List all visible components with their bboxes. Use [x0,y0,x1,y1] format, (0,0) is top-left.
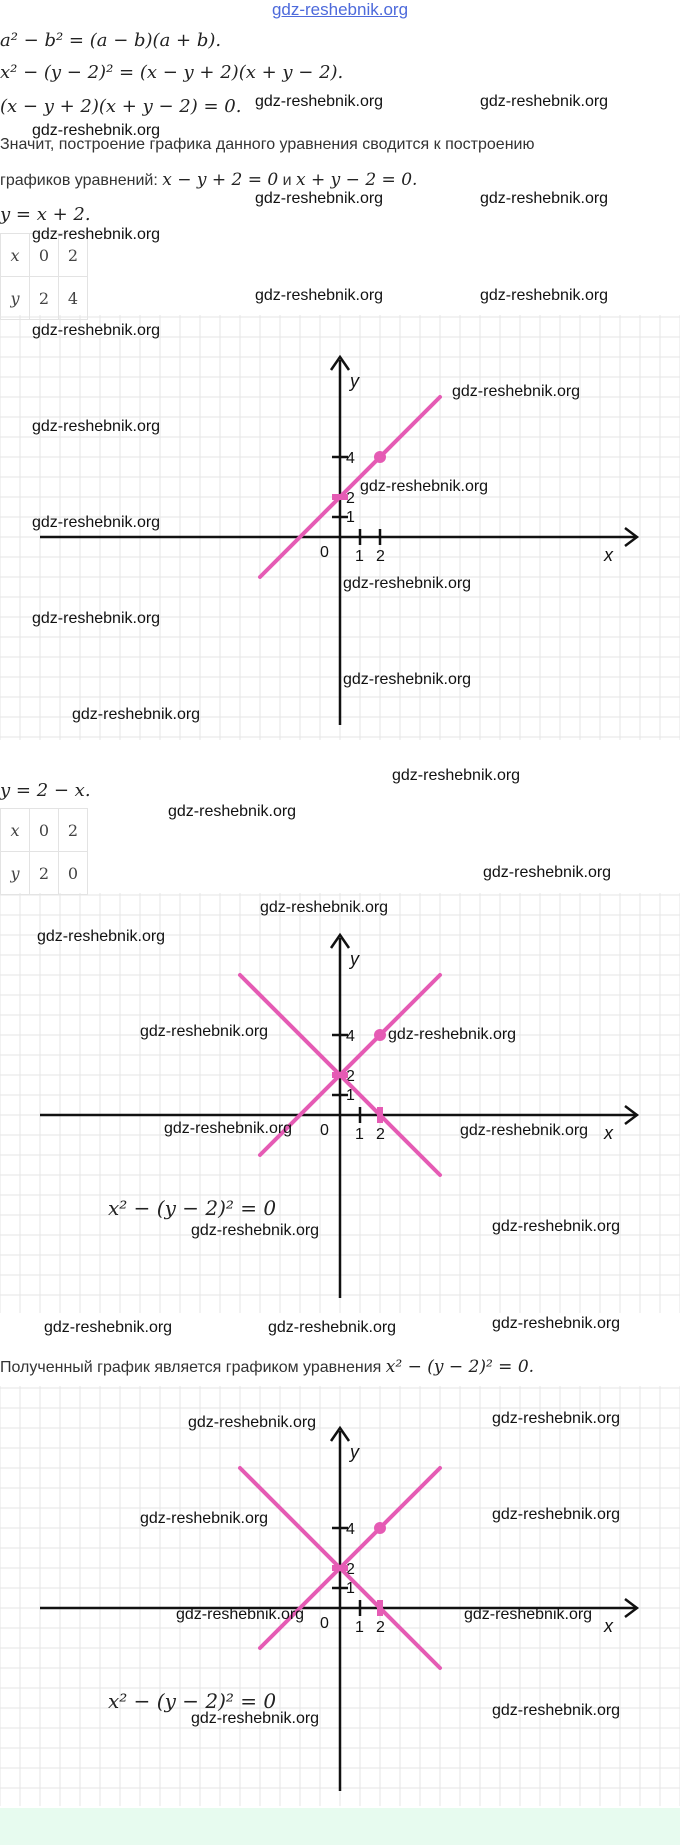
site-link[interactable]: gdz-reshebnik.org [271,0,409,19]
watermark: gdz-reshebnik.org [32,418,161,435]
watermark: gdz-reshebnik.org [388,1026,517,1043]
paragraph-prefix: графиков уравнений: [0,172,163,189]
y-axis-label: y [350,1442,359,1462]
watermark: gdz-reshebnik.org [32,514,161,531]
watermark: gdz-reshebnik.org [492,1702,621,1719]
paragraph-line-2 [0,170,417,190]
paragraph-line-1: Значит, построение графика данного уравнения сводится к построению [0,136,535,153]
conclusion-equation: x² − (y − 2)² = 0. [385,1357,535,1377]
y-tick-label: 2 [346,1561,355,1578]
table-cell: y [1,277,30,320]
graph-equation-label: x² − (y − 2)² = 0 [108,1689,277,1713]
y-tick-label: 1 [346,1087,355,1104]
graph-equation-label: x² − (y − 2)² = 0 [108,1196,277,1220]
watermark: gdz-reshebnik.org [360,478,489,495]
origin-label: 0 [320,544,329,561]
watermark: gdz-reshebnik.org [480,93,609,110]
conjunction: и [278,172,297,189]
table-cell: 0 [30,234,59,277]
x-axis-label: x [604,1616,613,1636]
conclusion-text [0,1357,534,1377]
axes [40,357,637,725]
axes [40,935,637,1298]
x-tick-label: 2 [376,1126,385,1143]
watermark: gdz-reshebnik.org [32,610,161,627]
x-tick-label: 2 [376,548,385,565]
values-table-2 [0,808,88,895]
y-tick-label: 2 [346,490,355,507]
watermark: gdz-reshebnik.org [492,1218,621,1235]
watermark: gdz-reshebnik.org [255,190,384,207]
watermark: gdz-reshebnik.org [32,226,161,243]
watermark: gdz-reshebnik.org [32,122,161,139]
x-axis-label: x [604,545,613,565]
formula-difference-of-squares: a² − b² = (a − b)(a + b). [0,30,222,51]
graph-final [0,1386,680,1806]
footer-band [0,1808,680,1845]
conclusion-prefix: Полученный график является графиком уравнения [0,1359,386,1376]
y-axis-label: y [350,949,359,969]
y-tick-label: 1 [346,1580,355,1597]
y-tick-label: 4 [346,450,355,467]
line2-equation: y = 2 − x. [0,780,91,801]
watermark: gdz-reshebnik.org [452,383,581,400]
table-cell: y [1,852,30,895]
watermark: gdz-reshebnik.org [480,190,609,207]
watermark: gdz-reshebnik.org [164,1120,293,1137]
table-cell: 2 [59,234,88,277]
watermark: gdz-reshebnik.org [480,287,609,304]
table-cell: x [1,234,30,277]
watermark: gdz-reshebnik.org [492,1410,621,1427]
watermark: gdz-reshebnik.org [492,1506,621,1523]
y-tick-label: 4 [346,1028,355,1045]
equation-a: x − y + 2 = 0 [162,170,279,190]
watermark: gdz-reshebnik.org [191,1222,320,1239]
watermark: gdz-reshebnik.org [392,767,521,784]
watermark: gdz-reshebnik.org [343,671,472,688]
watermark: gdz-reshebnik.org [32,322,161,339]
watermark: gdz-reshebnik.org [168,803,297,820]
y-tick-label: 1 [346,509,355,526]
watermark: gdz-reshebnik.org [483,864,612,881]
watermark: gdz-reshebnik.org [255,93,384,110]
watermark: gdz-reshebnik.org [37,928,166,945]
watermark: gdz-reshebnik.org [140,1510,269,1527]
watermark: gdz-reshebnik.org [176,1606,305,1623]
watermark: gdz-reshebnik.org [255,287,384,304]
x-tick-label: 2 [376,1619,385,1636]
point-2-4 [374,1522,386,1534]
watermark: gdz-reshebnik.org [260,899,389,916]
table-cell: 2 [59,809,88,852]
watermark: gdz-reshebnik.org [72,706,201,723]
x-tick-label: 1 [355,548,364,565]
point-2-4 [374,451,386,463]
watermark: gdz-reshebnik.org [140,1023,269,1040]
x-axis-label: x [604,1123,613,1143]
line1-equation: y = x + 2. [0,204,91,225]
y-axis-label: y [350,371,359,391]
values-table-1 [0,233,88,320]
table-cell: 2 [30,852,59,895]
formula-factorization: x² − (y − 2)² = (x − y + 2)(x + y − 2). [0,62,344,83]
y-tick-label: 4 [346,1521,355,1538]
watermark: gdz-reshebnik.org [464,1606,593,1623]
point-2-4 [374,1029,386,1041]
graph-both-lines [0,893,680,1313]
equation-b: x + y − 2 = 0. [296,170,418,190]
watermark: gdz-reshebnik.org [268,1319,397,1336]
formula-product-zero: (x − y + 2)(x + y − 2) = 0. [0,96,242,117]
watermark: gdz-reshebnik.org [460,1122,589,1139]
x-tick-label: 1 [355,1126,364,1143]
watermark: gdz-reshebnik.org [188,1414,317,1431]
x-tick-label: 1 [355,1619,364,1636]
table-cell: x [1,809,30,852]
watermark: gdz-reshebnik.org [343,575,472,592]
watermark: gdz-reshebnik.org [44,1319,173,1336]
table-cell: 0 [59,852,88,895]
table-cell: 2 [30,277,59,320]
origin-label: 0 [320,1122,329,1139]
table-cell: 4 [59,277,88,320]
origin-label: 0 [320,1615,329,1632]
table-cell: 0 [30,809,59,852]
watermark: gdz-reshebnik.org [492,1315,621,1332]
y-tick-label: 2 [346,1068,355,1085]
watermark: gdz-reshebnik.org [191,1710,320,1727]
